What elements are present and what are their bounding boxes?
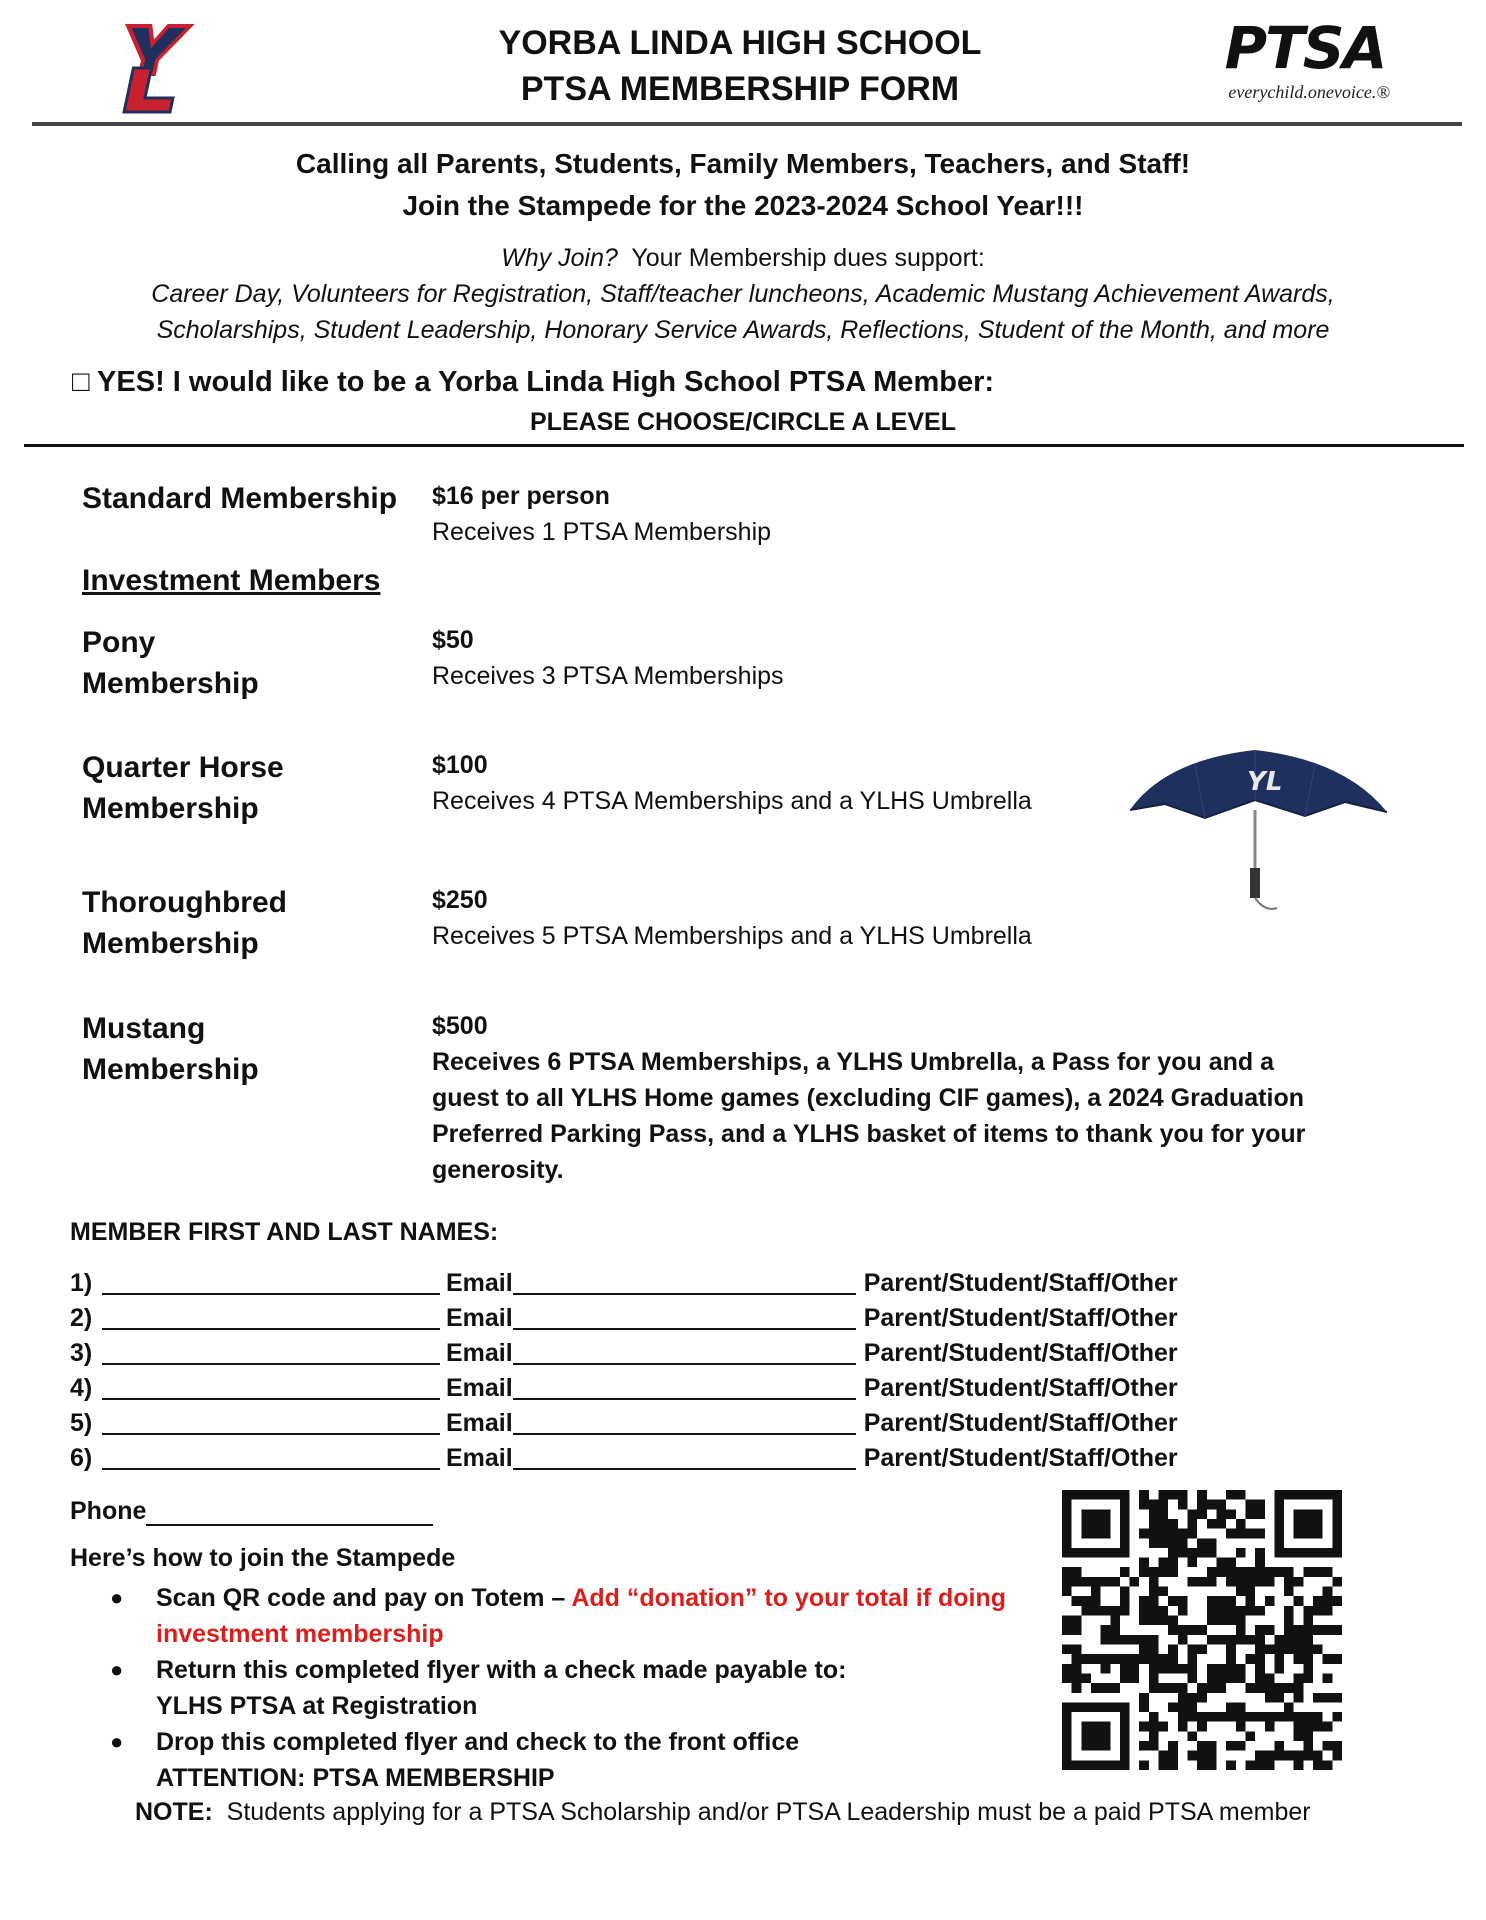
standard-membership-desc: Receives 1 PTSA Membership	[432, 518, 772, 546]
name-field-5[interactable]	[102, 1406, 440, 1435]
role-options-6[interactable]: Parent/Student/Staff/Other	[863, 1444, 1178, 1472]
name-field-3[interactable]	[102, 1336, 440, 1365]
member-row-6: 6) Email Parent/Student/Staff/Other	[70, 1441, 1178, 1476]
role-options-4[interactable]: Parent/Student/Staff/Other	[863, 1374, 1178, 1402]
thoroughbred-membership-name[interactable]: Thoroughbred Membership	[82, 886, 287, 960]
mustang-membership-price: $500	[432, 1012, 488, 1040]
standard-membership-price: $16 per person	[432, 482, 610, 510]
standard-membership-name[interactable]: Standard Membership	[82, 482, 398, 515]
quarter-horse-membership-name[interactable]: Quarter Horse Membership	[82, 751, 284, 825]
name-field-1[interactable]	[102, 1266, 440, 1295]
how-to-join-list	[110, 1580, 1040, 1796]
name-field-2[interactable]	[102, 1301, 440, 1330]
email-field-6[interactable]	[513, 1441, 856, 1470]
name-field-6[interactable]	[102, 1441, 440, 1470]
member-row-5: 5) Email Parent/Student/Staff/Other	[70, 1406, 1178, 1441]
why-join-label: Why Join?	[501, 244, 618, 272]
how-to-join-heading: Here’s how to join the Stampede	[70, 1544, 456, 1572]
email-field-4[interactable]	[513, 1371, 856, 1400]
support-line-1: Career Day, Volunteers for Registration, Staff/teacher luncheons, Academic Mustang Achievement Awards,	[151, 280, 1335, 308]
yes-checkbox-label[interactable]: □ YES! I would like to be a Yorba Linda High School PTSA Member:	[72, 366, 995, 398]
member-row-3: 3) Email Parent/Student/Staff/Other	[70, 1336, 1178, 1371]
ptsa-tagline: everychild.onevoice.®	[1228, 82, 1390, 102]
email-field-2[interactable]	[513, 1301, 856, 1330]
email-field-3[interactable]	[513, 1336, 856, 1365]
calling-line-1: Calling all Parents, Students, Family Members, Teachers, and Staff!	[295, 148, 1191, 179]
mustang-membership-desc: Receives 6 PTSA Memberships, a YLHS Umbrella, a Pass for you and a guest to all YLHS Home games (excluding CIF games), a 2024 Graduation Preferred Parking Pass, and a YLHS basket of items to thank you for your generosity.	[432, 1048, 1306, 1184]
list-item: ● Drop this completed flyer and check to the front office ATTENTION: PTSA MEMBERSHIP	[110, 1728, 800, 1792]
role-options-1[interactable]: Parent/Student/Staff/Other	[863, 1269, 1178, 1297]
calling-banner	[60, 143, 1426, 227]
section-divider	[24, 444, 1464, 447]
umbrella-image	[1125, 740, 1390, 920]
choose-level-instruction: PLEASE CHOOSE/CIRCLE A LEVEL	[530, 408, 956, 436]
member-row-2: 2) Email Parent/Student/Staff/Other	[70, 1301, 1178, 1336]
role-options-2[interactable]: Parent/Student/Staff/Other	[863, 1304, 1178, 1332]
quarter-horse-membership-desc: Receives 4 PTSA Memberships and a YLHS Umbrella	[432, 787, 1032, 815]
pony-membership-price: $50	[432, 626, 474, 654]
mustang-membership-name[interactable]: Mustang Membership	[82, 1012, 259, 1086]
calling-line-2: Join the Stampede for the 2023-2024 School Year!!!	[402, 190, 1084, 221]
why-join-line	[60, 240, 1426, 276]
pony-membership-desc: Receives 3 PTSA Memberships	[432, 662, 784, 690]
email-field-1[interactable]	[513, 1266, 856, 1295]
ptsa-logo	[1220, 14, 1390, 108]
header-divider	[32, 122, 1462, 126]
title-line-1: YORBA LINDA HIGH SCHOOL	[498, 24, 982, 62]
phone-row	[70, 1497, 433, 1526]
qr-code[interactable]	[1062, 1490, 1342, 1770]
name-field-4[interactable]	[102, 1371, 440, 1400]
member-row-4: 4) Email Parent/Student/Staff/Other	[70, 1371, 1178, 1406]
list-item: ● Return this completed flyer with a check made payable to: YLHS PTSA at Registration	[110, 1656, 847, 1720]
why-join-rest: Your Membership dues support:	[617, 244, 985, 272]
note-text: NOTE: Students applying for a PTSA Scholarship and/or PTSA Leadership must be a paid PTSA member	[135, 1798, 1311, 1826]
phone-label: Phone	[70, 1497, 147, 1525]
pony-membership-name[interactable]: Pony Membership	[82, 626, 259, 700]
svg-text:YL: YL	[1247, 767, 1283, 797]
role-options-3[interactable]: Parent/Student/Staff/Other	[863, 1339, 1178, 1367]
thoroughbred-membership-desc: Receives 5 PTSA Memberships and a YLHS Umbrella	[432, 922, 1032, 950]
member-row-1: 1) Email Parent/Student/Staff/Other	[70, 1266, 1178, 1301]
page-title	[400, 20, 1080, 112]
member-names-heading: MEMBER FIRST AND LAST NAMES:	[70, 1218, 499, 1246]
thoroughbred-membership-price: $250	[432, 886, 488, 914]
email-field-5[interactable]	[513, 1406, 856, 1435]
phone-field[interactable]	[146, 1497, 433, 1526]
list-item: ● Scan QR code and pay on Totem – Add “donation” to your total if doing investment membership	[110, 1584, 1007, 1648]
yl-logo	[100, 18, 210, 118]
role-options-5[interactable]: Parent/Student/Staff/Other	[863, 1409, 1178, 1437]
support-line-2: Scholarships, Student Leadership, Honorary Service Awards, Reflections, Student of the Month, and more	[156, 316, 1330, 344]
investment-members-heading: Investment Members	[82, 564, 381, 597]
quarter-horse-membership-price: $100	[432, 751, 488, 779]
why-join-section	[60, 240, 1426, 348]
ptsa-logo-word: PTSA	[1224, 14, 1386, 82]
title-line-2: PTSA MEMBERSHIP FORM	[520, 70, 960, 108]
